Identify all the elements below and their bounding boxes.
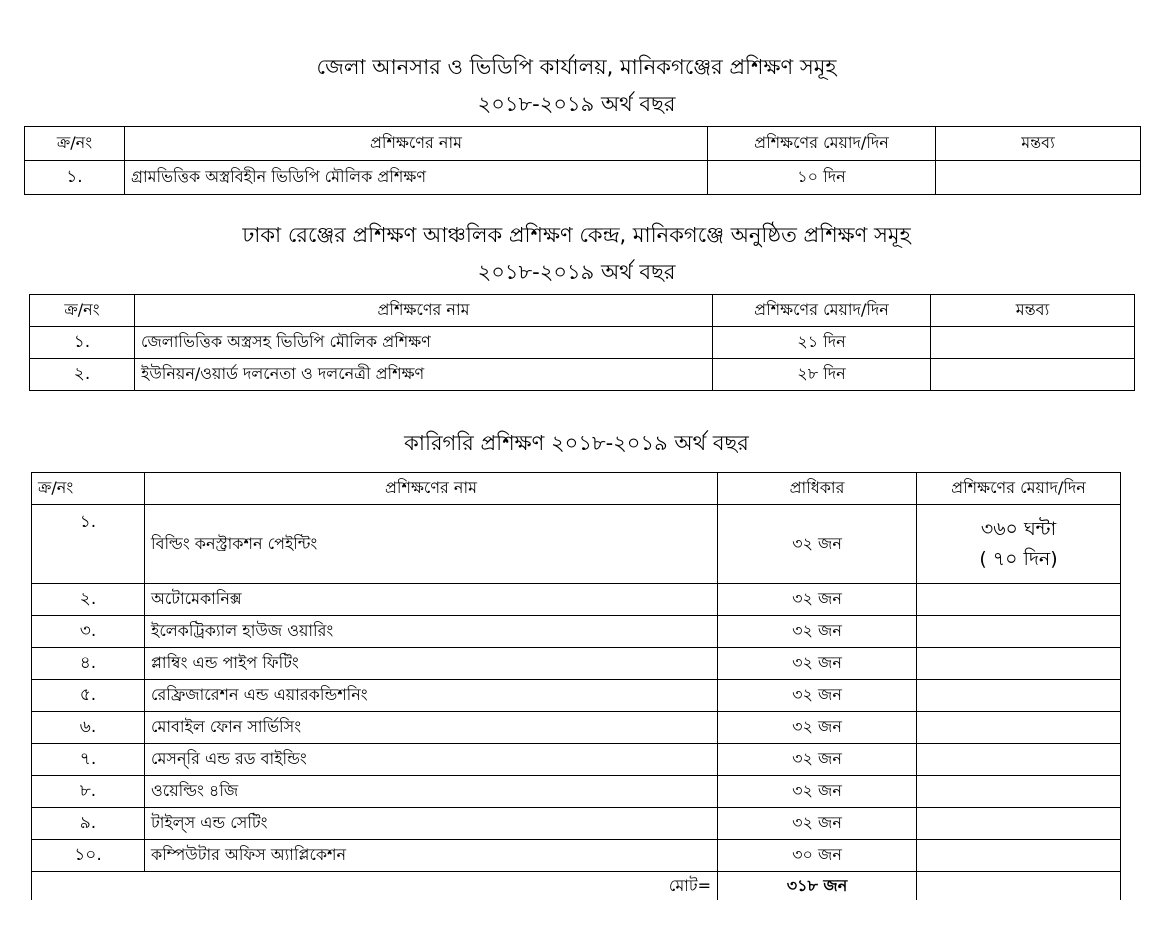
table-header-row [32, 473, 1121, 505]
table-row [32, 616, 1121, 648]
row-training-name: গ্রামভিত্তিক অস্ত্রবিহীন ভিডিপি মৌলিক প্রশিক্ষণ [125, 161, 708, 195]
table-row [32, 648, 1121, 680]
row-duration [917, 616, 1121, 648]
row-serial: ৯. [32, 808, 145, 840]
table-row [32, 840, 1121, 872]
row-serial: ২. [32, 584, 145, 616]
table-header-row [25, 127, 1141, 161]
row-training-name: কম্পিউটার অফিস অ্যাপ্লিকেশন [145, 840, 718, 872]
row-duration [917, 776, 1121, 808]
row-quota: ৩২ জন [718, 648, 917, 680]
row-duration [917, 712, 1121, 744]
total-row [32, 872, 1121, 901]
section1-table [24, 126, 1141, 195]
table-row [32, 505, 1121, 584]
row-duration: ১০ দিন [708, 161, 936, 195]
row-training-name: মোবাইল ফোন সার্ভিসিং [145, 712, 718, 744]
row-duration: ২১ দিন [713, 327, 931, 359]
table-row [32, 808, 1121, 840]
row-duration [917, 840, 1121, 872]
table-header-row [30, 295, 1135, 327]
section1-year: ২০১৮-২০১৯ অর্থ বছর [477, 92, 676, 116]
header-serial: ক্র/নং [25, 127, 125, 161]
header-serial: ক্র/নং [30, 295, 135, 327]
row-serial: ৬. [32, 712, 145, 744]
row-quota: ৩০ জন [718, 840, 917, 872]
table-row [32, 744, 1121, 776]
row-duration [917, 808, 1121, 840]
row-training-name: ইলেকট্রিক্যাল হাউজ ওয়ারিং [145, 616, 718, 648]
header-quota: প্রাধিকার [718, 473, 917, 505]
section3-table [31, 472, 1121, 900]
table-row [32, 712, 1121, 744]
header-duration: প্রশিক্ষণের মেয়াদ/দিন [713, 295, 931, 327]
table-row [32, 680, 1121, 712]
row-duration: ২৮ দিন [713, 359, 931, 391]
table-row [32, 776, 1121, 808]
header-serial: ক্র/নং [32, 473, 145, 505]
header-remarks: মন্তব্য [931, 295, 1135, 327]
row-remarks [931, 327, 1135, 359]
section2-table [29, 294, 1135, 391]
row-duration [917, 648, 1121, 680]
row-duration [917, 505, 1121, 584]
header-remarks: মন্তব্য [936, 127, 1141, 161]
row-serial: ১. [32, 505, 145, 584]
row-quota: ৩২ জন [718, 584, 917, 616]
total-duration [917, 872, 1121, 901]
row-quota: ৩২ জন [718, 808, 917, 840]
row-quota: ৩২ জন [718, 776, 917, 808]
row-training-name: রেফ্রিজারেশন এন্ড এয়ারকন্ডিশনিং [145, 680, 718, 712]
row-remarks [931, 359, 1135, 391]
table-row [32, 584, 1121, 616]
row-training-name: ইউনিয়ন/ওয়ার্ড দলনেতা ও দলনেত্রী প্রশিক্ষণ [135, 359, 713, 391]
row-quota: ৩২ জন [718, 505, 917, 584]
row-training-name: প্লাম্বিং এন্ড পাইপ ফিটিং [145, 648, 718, 680]
row-serial: ১. [25, 161, 125, 195]
row-serial: ৪. [32, 648, 145, 680]
row-quota: ৩২ জন [718, 680, 917, 712]
total-label: মোট= [32, 872, 718, 901]
row-duration [917, 744, 1121, 776]
row-training-name: মেসন্‌রি এন্ড রড বাইন্ডিং [145, 744, 718, 776]
header-training-name: প্রশিক্ষণের নাম [125, 127, 708, 161]
row-duration [917, 584, 1121, 616]
row-serial: ২. [30, 359, 135, 391]
row-serial: ৮. [32, 776, 145, 808]
table-row [30, 327, 1135, 359]
header-duration: প্রশিক্ষণের মেয়াদ/দিন [708, 127, 936, 161]
section2-title: ঢাকা রেঞ্জের প্রশিক্ষণ আঞ্চলিক প্রশিক্ষণ কেন্দ্র, মানিকগঞ্জে অনুষ্ঠিত প্রশিক্ষণ সমূহ [242, 223, 911, 247]
row-training-name: টাইল্‌স এন্ড সেটিং [145, 808, 718, 840]
row-training-name: অটোমেকানিক্স [145, 584, 718, 616]
section2-year: ২০১৮-২০১৯ অর্থ বছর [477, 260, 676, 284]
row-quota: ৩২ জন [718, 744, 917, 776]
table-row [25, 161, 1141, 195]
header-training-name: প্রশিক্ষণের নাম [135, 295, 713, 327]
duration-hours: ৩৬০ ঘন্টা [980, 518, 1057, 540]
total-value: ৩১৮ জন [718, 872, 917, 901]
row-serial: ৭. [32, 744, 145, 776]
row-serial: ৩. [32, 616, 145, 648]
row-training-name: জেলাভিত্তিক অস্ত্রসহ ভিডিপি মৌলিক প্রশিক্ষণ [135, 327, 713, 359]
row-quota: ৩২ জন [718, 712, 917, 744]
row-training-name: বিল্ডিং কনস্ট্রাকশন পেইন্টিং [145, 505, 718, 584]
row-remarks [936, 161, 1141, 195]
row-serial: ৫. [32, 680, 145, 712]
row-training-name: ওয়েল্ডিং ৪জি [145, 776, 718, 808]
row-serial: ১০. [32, 840, 145, 872]
table-row [30, 359, 1135, 391]
row-duration [917, 680, 1121, 712]
duration-days: ( ৭০ দিন) [979, 548, 1058, 570]
header-duration: প্রশিক্ষণের মেয়াদ/দিন [917, 473, 1121, 505]
row-quota: ৩২ জন [718, 616, 917, 648]
header-training-name: প্রশিক্ষণের নাম [145, 473, 718, 505]
section3-title: কারিগরি প্রশিক্ষণ ২০১৮-২০১৯ অর্থ বছর [404, 431, 749, 455]
section1-title: জেলা আনসার ও ভিডিপি কার্যালয়, মানিকগঞ্জের প্রশিক্ষণ সমূহ [316, 55, 837, 79]
row-serial: ১. [30, 327, 135, 359]
